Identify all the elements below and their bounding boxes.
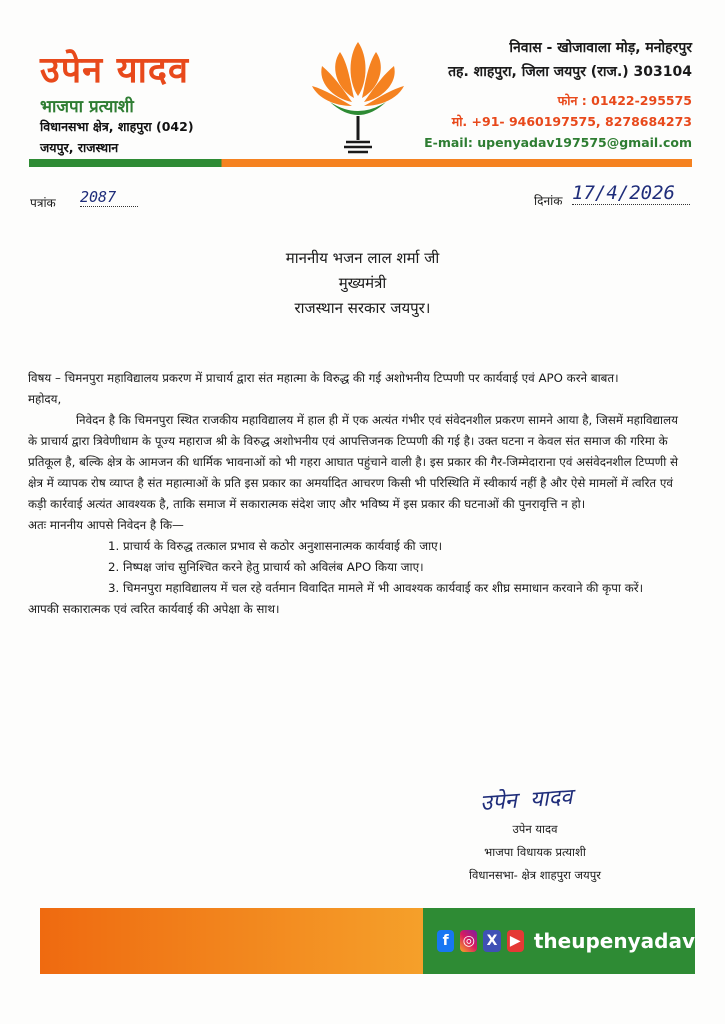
address-line-1: निवास - खोजावाला मोड़, मनोहरपुर xyxy=(509,40,692,56)
ref-label: पत्रांक xyxy=(30,196,56,210)
recipient-title: मुख्यमंत्री xyxy=(338,274,387,292)
signatory-constituency: विधानसभा- क्षेत्र शाहपुरा जयपुर xyxy=(469,868,601,882)
list-item: 3. चिमनपुरा महाविद्यालय में चल रहे वर्तमान विवादित मामले में भी आवश्यक कार्यवाई कर शीघ्र समाधान करवाने की कृपा करें। xyxy=(123,578,680,599)
closing-line: आपकी सकारात्मक एवं त्वरित कार्यवाई की अपेक्षा के साथ। xyxy=(28,602,280,616)
signatory-title: भाजपा विधायक प्रत्याशी xyxy=(484,845,586,859)
handwritten-signature: उपेन यादव xyxy=(479,784,574,817)
mobile-number: मो. +91- 9460197575, 8278684273 xyxy=(451,114,692,129)
phone-number: फोन : 01422-295575 xyxy=(557,93,692,108)
subject-line: विषय – चिमनपुरा महाविद्यालय प्रकरण में प्राचार्य द्वारा संत महात्मा के विरुद्ध की गई अशोभनीय टिप्पणी पर कार्यवाई एवं APO करने बाबत। xyxy=(28,371,619,385)
youtube-icon[interactable]: ▶ xyxy=(507,930,524,952)
ref-number: 2087 xyxy=(80,188,138,207)
facebook-icon[interactable]: f xyxy=(437,930,454,952)
letter-body xyxy=(28,368,680,620)
instagram-icon[interactable]: ◎ xyxy=(460,930,477,952)
date-value: 17/4/2026 xyxy=(572,182,690,205)
x-icon[interactable]: X xyxy=(483,930,500,952)
signatory-name: उपेन यादव xyxy=(512,822,558,836)
recipient-block xyxy=(0,246,725,321)
footer-orange-band xyxy=(40,908,423,974)
email-address: E-mail: upenyadav197575@gmail.com xyxy=(424,135,692,150)
date-label: दिनांक xyxy=(534,194,563,208)
address-line-2: तह. शाहपुरा, जिला जयपुर (राज.) 303104 xyxy=(448,64,692,80)
lotus-logo-icon xyxy=(308,36,408,154)
salutation: महोदय, xyxy=(28,392,62,406)
footer-banner xyxy=(40,908,695,974)
recipient-name: माननीय भजन लाल शर्मा जी xyxy=(285,249,440,267)
main-paragraph: निवेदन है कि चिमनपुरा स्थित राजकीय महाविद्यालय में हाल ही में एक अत्यंत गंभीर एवं संवेदनशील प्रकरण सामने आया है, जिसमें महाविद्यालय के प्राचार्य द्वारा त्रिवेणीधाम के पूज्य महाराज श्री के विरुद्ध अशोभनीय एवं आपत्तिजनक टिप्पणी की गई है। उक्त घटना न केवल संत समाज की गरिमा के प्रतिकूल है, बल्कि क्षेत्र के आमजन की धार्मिक भावनाओं को भी गहरा आघात पहुंचाने वाली है। इस प्रकार की गैर-जिम्मेदाराना एवं असंवेदनशील टिप्पणी से क्षेत्र में व्यापक रोष व्याप्त है संत महात्माओं के प्रति इस प्रकार का अमर्यादित आचरण किसी भी परिस्थिति में स्वीकार्य नहीं है और ऐसे मामलों में त्वरित एवं कड़ी कार्रवाई अत्यंत आवश्यक है, ताकि समाज में सकारात्मक संदेश जाए और भविष्य में इस प्रकार की घटनाओं की पुनरावृत्ति न हो। xyxy=(28,413,678,511)
recipient-office: राजस्थान सरकार जयपुर। xyxy=(294,299,431,317)
signature-block xyxy=(430,818,640,887)
list-item: 1. प्राचार्य के विरुद्ध तत्काल प्रभाव से कठोर अनुशासनात्मक कार्यवाई की जाए। xyxy=(123,536,680,557)
city-label: जयपुर, राजस्थान xyxy=(40,140,119,155)
header-divider xyxy=(29,159,692,167)
party-label: भाजपा प्रत्याशी xyxy=(40,97,134,117)
social-handle[interactable]: theupenyadav xyxy=(533,929,695,953)
list-item: 2. निष्पक्ष जांच सुनिश्चित करने हेतु प्राचार्य को अविलंब APO किया जाए। xyxy=(123,557,680,578)
constituency-label: विधानसभा क्षेत्र, शाहपुरा (042) xyxy=(40,119,194,134)
request-list xyxy=(28,536,680,599)
letterhead-name: उपेन यादव xyxy=(40,50,190,91)
social-bar xyxy=(423,908,695,974)
request-intro: अतः माननीय आपसे निवेदन है कि— xyxy=(28,518,184,532)
